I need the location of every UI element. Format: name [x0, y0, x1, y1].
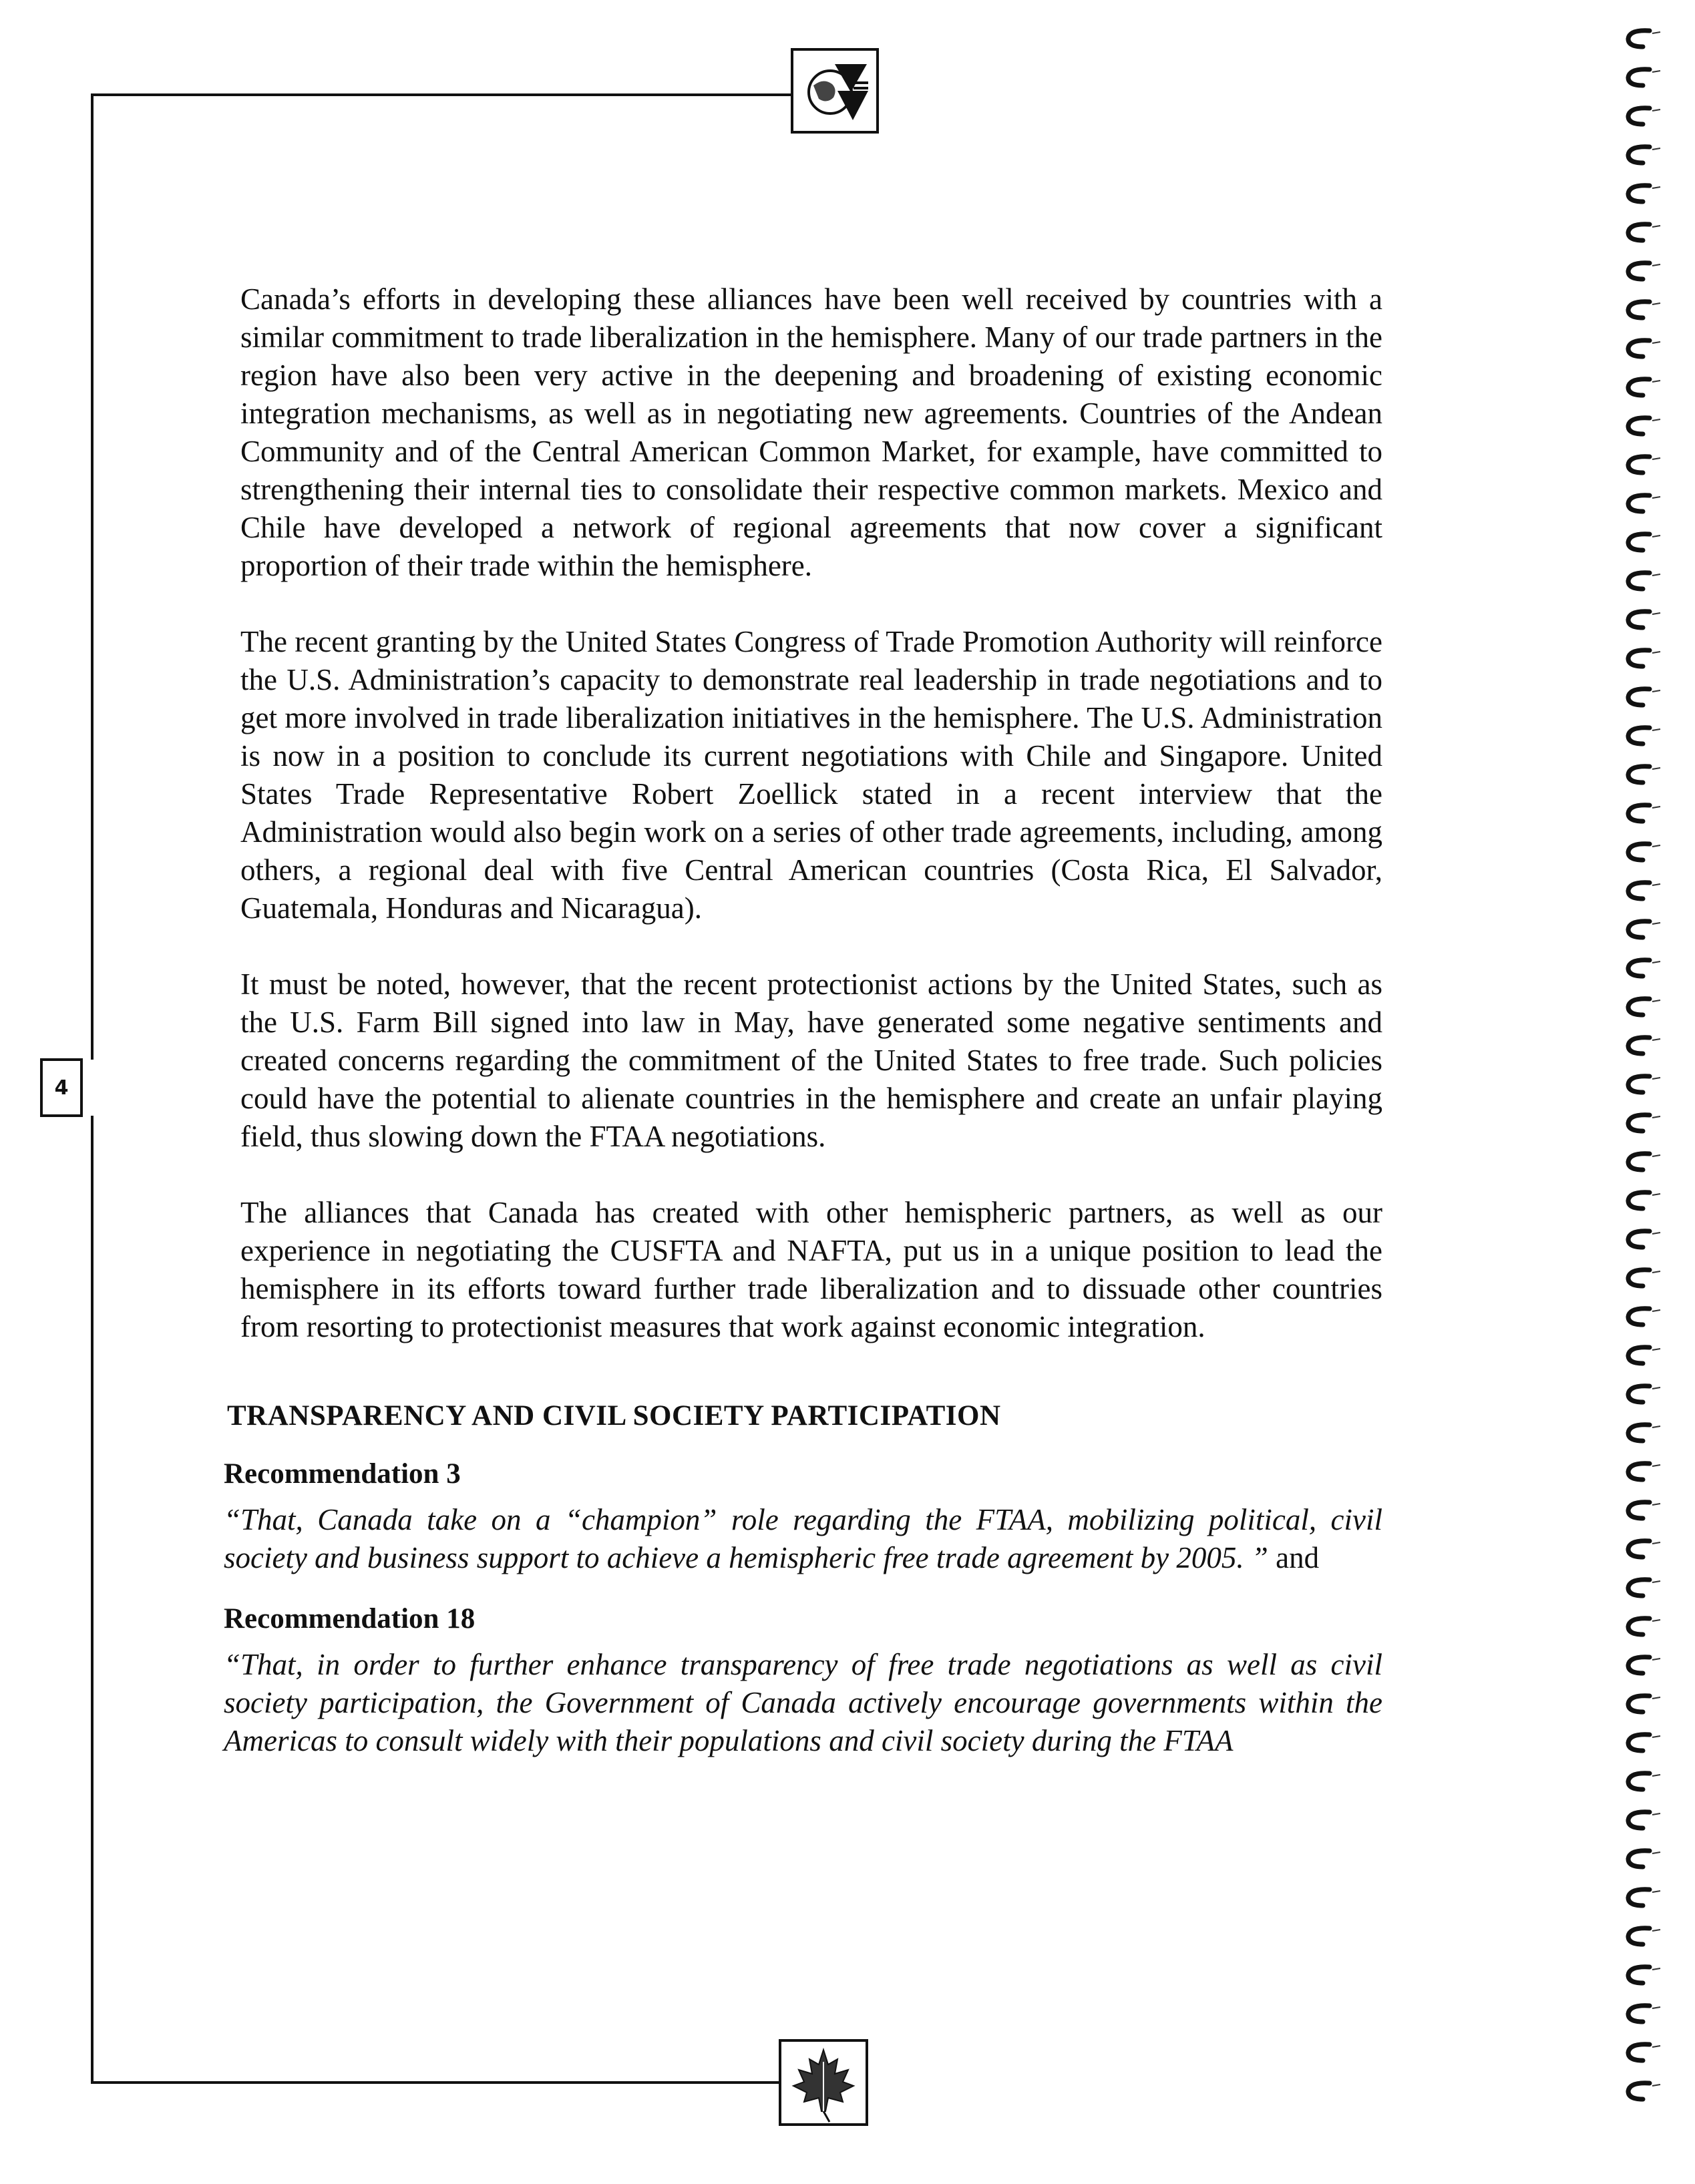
binding-ring [1623, 1111, 1663, 1135]
binding-ring [1623, 1421, 1663, 1445]
binding-ring [1623, 1227, 1663, 1251]
binding-ring [1623, 491, 1663, 515]
binding-ring [1623, 1576, 1663, 1600]
binding-ring [1623, 1460, 1663, 1484]
spiral-binding-icon [1623, 27, 1683, 2163]
binding-ring [1623, 1305, 1663, 1329]
binding-ring [1623, 1150, 1663, 1174]
recommendation-3-heading: Recommendation 3 [224, 1458, 461, 1490]
binding-ring [1623, 2040, 1663, 2064]
binding-ring [1623, 375, 1663, 399]
bottom-logo-box [779, 2039, 868, 2126]
binding-ring [1623, 1614, 1663, 1639]
binding-ring [1623, 337, 1663, 361]
binding-ring [1623, 608, 1663, 632]
recommendation-18-quote-text: “That, in order to further enhance transparency of free trade negotiations as well as civil society participation, the Government of Canada actively encourage governments within the Americas to consult widely with their populations and civil society during the FTAA [224, 1648, 1382, 1757]
binding-ring [1623, 685, 1663, 709]
binding-ring [1623, 2079, 1663, 2103]
maple-leaf-icon [781, 2115, 866, 2126]
recommendation-18-quote [224, 1646, 1382, 1760]
binding-ring [1623, 530, 1663, 554]
body-paragraph-1: Canada’s efforts in developing these alliances have been well received by countries with a similar commitment to trade liberalization in the hemisphere. Many of our trade partners in the region have also been very active in the deepening and broadening of existing economic integration mechanisms, as well as in negotiating new agreements. Countries of the Andean Community and of the Central American Common Market, for example, have committed to strengthening their internal ties to consolidate their respective common markets. Mexico and Chile have developed a network of regional agreements that now cover a significant proportion of their trade within the hemisphere. [240, 282, 1382, 582]
recommendation-3-quote [224, 1501, 1382, 1577]
binding-ring [1623, 995, 1663, 1019]
binding-ring [1623, 1498, 1663, 1522]
body-paragraph-2: The recent granting by the United States Congress of Trade Promotion Authority will reinforce the U.S. Administration’s capacity to demonstrate real leadership in trade negotiations and to get more involved in trade liberalization initiatives in the hemisphere. The U.S. Administration is now in a position to conclude its current negotiations with Chile and Singapore. United States Trade Representative Robert Zoellick stated in a recent interview that the Administration would also begin work on a series of other trade agreements, including, among others, a regional deal with five Central American countries (Costa Rica, El Salvador, Guatemala, Honduras and Nicaragua). [240, 625, 1382, 925]
binding-ring [1623, 1382, 1663, 1406]
binding-ring [1623, 65, 1663, 89]
frame-left-line-lower [91, 1116, 93, 2084]
binding-ring [1623, 917, 1663, 941]
binding-ring [1623, 1072, 1663, 1096]
binding-ring [1623, 1343, 1663, 1367]
top-logo-box [791, 48, 879, 134]
binding-ring [1623, 414, 1663, 438]
binding-ring [1623, 220, 1663, 244]
section-heading: TRANSPARENCY AND CIVIL SOCIETY PARTICIPATION [227, 1400, 1001, 1432]
binding-ring [1623, 1266, 1663, 1290]
frame-bottom-line [91, 2081, 779, 2084]
binding-ring [1623, 1847, 1663, 1871]
binding-ring [1623, 1034, 1663, 1058]
binding-ring [1623, 1769, 1663, 1793]
page-number-text: 4 [54, 1076, 69, 1100]
binding-ring [1623, 762, 1663, 787]
recommendation-3-quote-text: “That, Canada take on a “champion” role regarding the FTAA, mobilizing political, civil society and business support to achieve a hemispheric free trade agreement by 2005. ” [224, 1503, 1382, 1574]
globe-triangle-logo-icon [793, 122, 876, 134]
binding-ring [1623, 298, 1663, 322]
binding-ring [1623, 259, 1663, 283]
binding-ring [1623, 143, 1663, 167]
binding-ring [1623, 840, 1663, 864]
binding-ring [1623, 1537, 1663, 1561]
binding-ring [1623, 646, 1663, 670]
binding-ring [1623, 1188, 1663, 1213]
binding-ring [1623, 182, 1663, 206]
binding-ring [1623, 1731, 1663, 1755]
frame-left-line-upper [91, 93, 93, 1060]
binding-ring [1623, 569, 1663, 593]
page-content [224, 280, 1382, 1760]
page-number [40, 1058, 83, 1117]
binding-ring [1623, 1653, 1663, 1677]
binding-ring [1623, 453, 1663, 477]
binding-ring [1623, 801, 1663, 825]
binding-ring [1623, 104, 1663, 128]
body-paragraph-3: It must be noted, however, that the recent protectionist actions by the United States, such as the U.S. Farm Bill signed into law in May, have generated some negative sentiments and created concerns regarding the commitment of the United States to free trade. Such policies could have the potential to alienate countries in the hemisphere and create an unfair playing field, thus slowing down the FTAA negotiations. [240, 967, 1382, 1153]
binding-ring [1623, 879, 1663, 903]
binding-ring [1623, 724, 1663, 748]
binding-ring [1623, 1924, 1663, 1948]
frame-top-line [91, 93, 791, 96]
binding-ring [1623, 1692, 1663, 1716]
binding-ring [1623, 1886, 1663, 1910]
recommendation-3-tail: and [1268, 1541, 1320, 1574]
binding-ring [1623, 2002, 1663, 2026]
binding-ring [1623, 27, 1663, 51]
recommendation-18-heading: Recommendation 18 [224, 1603, 476, 1634]
binding-ring [1623, 1808, 1663, 1832]
binding-ring [1623, 956, 1663, 980]
body-paragraph-4: The alliances that Canada has created with other hemispheric partners, as well as our experience in negotiating the CUSFTA and NAFTA, put us in a unique position to lead the hemisphere in its efforts toward further trade liberalization and to dissuade other countries from resorting to protectionist measures that work against economic integration. [240, 1196, 1382, 1343]
binding-ring [1623, 1963, 1663, 1987]
